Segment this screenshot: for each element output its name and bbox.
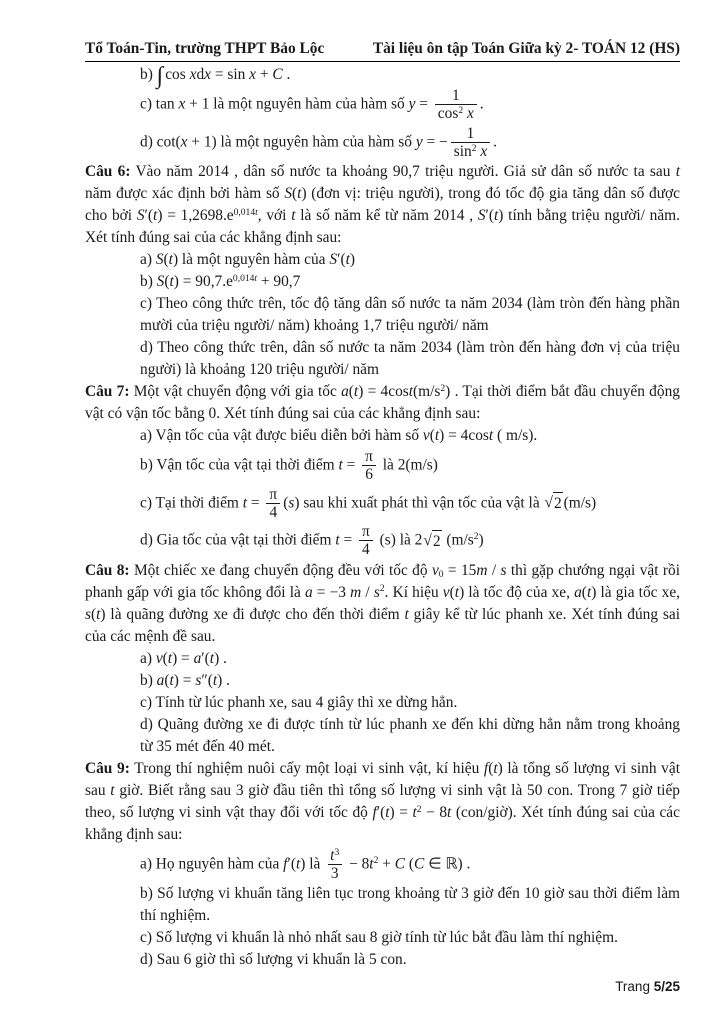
question-label: Câu 9:	[85, 759, 130, 777]
question-label: Câu 7:	[85, 383, 130, 401]
square-root: √ 2	[423, 530, 441, 553]
question-paragraph-cau9: Câu 9: Trong thí nghiệm nuôi cấy một loại vi sinh vật, kí hiệu f(t) là tổng số lượng vi sinh vật sau t giờ. Biết rằng sau 3 giờ đầu tiên thì tổng số lượng vi sinh vật là 50 con. Trong 7 giờ tiếp theo, số lượng vi sinh vật thay đổi với tốc độ $f'(t) = t^2 - 8t$ (con/giờ). Xét tính đúng sai của các khẳng định sau:	[85, 759, 680, 843]
question-label: Câu 8:	[85, 561, 130, 579]
fraction: $\frac{t^3}{3}$	[327, 847, 342, 883]
statement-item-cau8-d: d) Quãng đường xe đi được tính từ lúc phanh xe đến khi dừng hẳn nằm trong khoảng từ 35 mét đến 40 mét.	[140, 715, 680, 755]
fraction: $\frac{\pi}{4}$	[359, 523, 373, 559]
document-body	[85, 64, 680, 971]
question-label: Câu 6:	[85, 163, 131, 181]
question-paragraph-cau8: Câu 8: Một chiếc xe đang chuyển động đều với tốc độ $v_0 = 15m / s$ thì gặp chướng ngại vật rồi phanh gấp với gia tốc không đổi là a = −3 m / $s^2$. Kí hiệu v(t) là tốc độ của xe, a(t) là gia tốc xe, s(t) là quãng đường xe đi được cho đến thời điểm t giây kể từ lúc phanh xe. Xét tính đúng sai của các mệnh đề sau.	[85, 561, 681, 645]
statement-item-cau6-b: b) $S(t) = 90,7.e^{0,014t} + 90,7$	[140, 272, 301, 291]
fraction: $\frac{1}{\cos^2 x}$	[435, 87, 477, 123]
statement-item-cau5-b: b) ∫ cos xdx = sin x + C .	[140, 63, 291, 90]
statement-item-cau6-c: c) Theo công thức trên, tốc độ tăng dân số nước ta năm 2034 (làm tròn đến hàng phần mười của triệu người/ năm) khoảng 1,7 triệu người/ năm	[140, 295, 680, 335]
statement-item-cau9-c: c) Số lượng vi khuẩn là nhỏ nhất sau 8 giờ tính từ lúc bắt đầu làm thí nghiệm.	[140, 929, 618, 947]
integral-sign: ∫	[156, 63, 164, 90]
statement-item-cau5-d: d) cot(x + 1) là một nguyên hàm của hàm số y = − $\frac{1}{\sin^2 x}$ .	[140, 124, 498, 160]
square-root: √ 2	[545, 492, 563, 515]
statement-item-cau7-d: d) Gia tốc của vật tại thời điểm t = $\frac{\pi}{4}$ (s) là 2 √ 2 $(m/s^2)$	[140, 523, 484, 559]
statement-item-cau7-b: b) Vận tốc của vật tại thời điểm t = $\frac{\pi}{6}$ là 2(m/s)	[140, 448, 438, 484]
page-number: 5/25	[653, 979, 680, 994]
statement-item-cau6-d: d) Theo công thức trên, dân số nước ta năm 2034 (làm tròn đến hàng đơn vị của triệu người) là khoảng 120 triệu người/ năm	[140, 339, 680, 379]
header-document-title: Tài liệu ôn tập Toán Giữa kỳ 2- TOÁN 12 (HS)	[372, 40, 680, 57]
statement-item-cau9-d: d) Sau 6 giờ thì số lượng vi khuẩn là 5 con.	[140, 951, 407, 969]
statement-item-cau8-c: c) Tính từ lúc phanh xe, sau 4 giây thì xe dừng hẳn.	[140, 693, 458, 711]
statement-item-cau8-b: b) a(t) = s″(t) .	[140, 671, 230, 689]
statement-item-cau8-a: a) v(t) = a′(t) .	[140, 649, 227, 667]
statement-item-cau5-c: c) tan x + 1 là một nguyên hàm của hàm số y = $\frac{1}{\cos^2 x}$ .	[140, 87, 484, 123]
page-header	[85, 40, 680, 62]
page-number-prefix: Trang	[615, 979, 650, 994]
statement-item-cau7-a: a) Vận tốc của vật được biểu diễn bởi hàm số v(t) = 4cost ( m/s).	[140, 427, 538, 445]
fraction: $\frac{\pi}{6}$	[362, 448, 376, 484]
statement-item-cau9-a: a) Họ nguyên hàm của f′(t) là $\frac{t^3}{3}$ − $8t^2 + C$ (C ∈ ℝ) .	[140, 846, 471, 883]
header-school: Tổ Toán-Tin, trường THPT Bảo Lộc	[85, 40, 325, 57]
question-paragraph-cau6: Câu 6: Vào năm 2014 , dân số nước ta khoảng 90,7 triệu người. Giả sử dân số nước ta sau t năm được xác định bởi hàm số S(t) (đơn vị: triệu người), trong đó tốc độ gia tăng dân số được cho bởi $S'(t) = 1,2698.e^{0,014t}$, với t là số năm kể từ năm 2014 , S′(t) tính bằng triệu người/ năm. Xét tính đúng sai của các khẳng định sau:	[85, 163, 681, 247]
page-footer	[615, 979, 680, 994]
question-paragraph-cau7: Câu 7: Một vật chuyển động với gia tốc $a(t) = 4\cos t(m/s^2)$ . Tại thời điểm bắt đầu chuyển động vật có vận tốc bằng 0. Xét tính đúng sai của các khẳng định sau:	[85, 382, 680, 423]
statement-item-cau7-c: c) Tại thời điểm t = $\frac{\pi}{4}$ (s) sau khi xuất phát thì vận tốc của vật là √ 2 (m/s)	[140, 485, 597, 521]
fraction: $\frac{1}{\sin^2 x}$	[451, 125, 490, 161]
fraction: $\frac{\pi}{4}$	[266, 486, 280, 522]
statement-item-cau9-b: b) Số lượng vi khuẩn tăng liên tục trong khoảng từ 3 giờ đến 10 giờ sau thời điểm làm thí nghiệm.	[140, 885, 680, 925]
statement-item-cau6-a: a) S(t) là một nguyên hàm của S′(t)	[140, 251, 355, 269]
